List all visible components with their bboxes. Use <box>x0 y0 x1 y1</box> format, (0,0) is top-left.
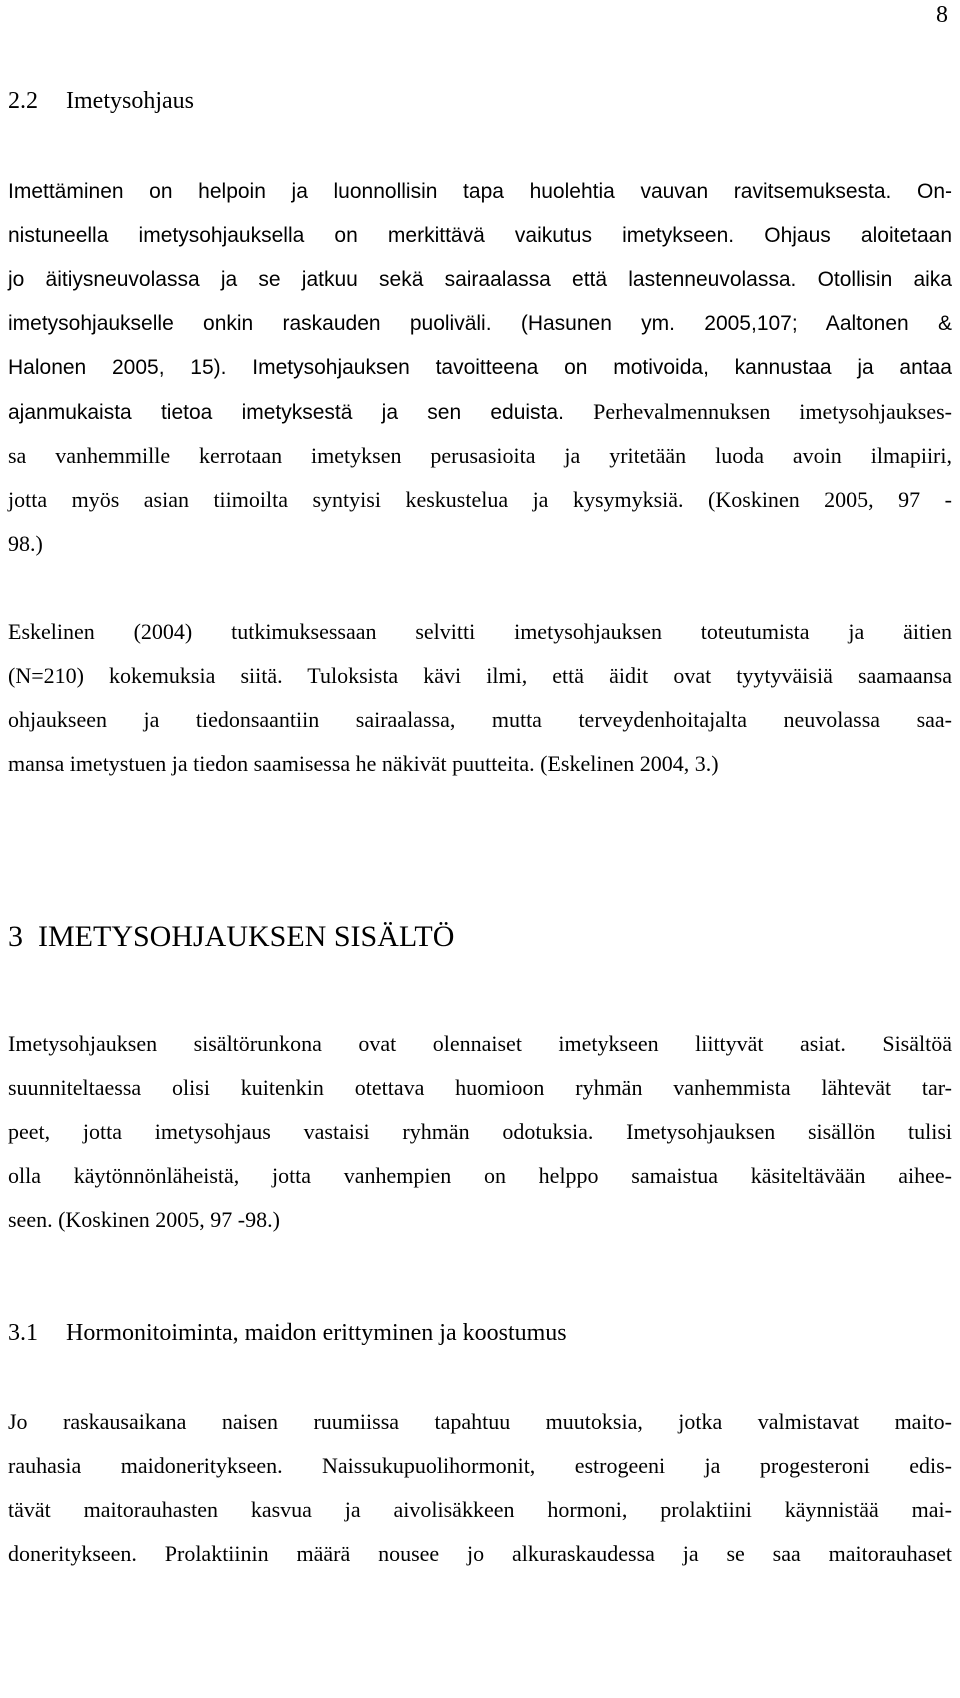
text-line: (N=210) kokemuksia siitä. Tuloksista kävi ilmi, että äidit ovat tyytyväisiä saamaansa <box>8 663 952 688</box>
section-title: Imetysohjaus <box>66 88 194 114</box>
text-line: mansa imetystuen ja tiedon saamisessa he näkivät puutteita. (Eskelinen 2004, 3.) <box>8 751 719 776</box>
text-line: imetysohjaukselle onkin raskauden puoliväli. (Hasunen ym. 2005,107; Aaltonen & <box>8 312 952 335</box>
page-number: 8 <box>936 2 948 28</box>
section-number: 3.1 <box>8 1320 38 1346</box>
section-number: 2.2 <box>8 88 38 114</box>
section-title: Hormonitoiminta, maidon erittyminen ja koostumus <box>66 1320 567 1346</box>
section-3-heading <box>8 920 454 954</box>
text-line: Imettäminen on helpoin ja luonnollisin tapa huolehtia vauvan ravitsemuksesta. On- <box>8 180 952 203</box>
text-segment: Perhevalmennuksen imetysohjaukses- <box>593 399 952 424</box>
text-line: seen. (Koskinen 2005, 97 -98.) <box>8 1207 280 1232</box>
text-line: sa vanhemmille kerrotaan imetyksen perusasioita ja yritetään luoda avoin ilmapiiri, <box>8 443 952 468</box>
text-line: suunniteltaessa olisi kuitenkin otettava huomioon ryhmän vanhemmista lähtevät tar- <box>8 1075 952 1100</box>
text-line: Eskelinen (2004) tutkimuksessaan selvitti imetysohjauksen toteutumista ja äitien <box>8 619 952 644</box>
text-line: nistuneella imetysohjauksella on merkittävä vaikutus imetykseen. Ohjaus aloitetaan <box>8 224 952 247</box>
text-line: tävät maitorauhasten kasvua ja aivolisäkkeen hormoni, prolaktiini käynnistää mai- <box>8 1497 952 1522</box>
text-line: rauhasia maidoneritykseen. Naissukupuolihormonit, estrogeeni ja progesteroni edis- <box>8 1453 952 1478</box>
paragraph-guidance-content <box>8 1022 952 1242</box>
text-line: Jo raskausaikana naisen ruumiissa tapahtuu muutoksia, jotka valmistavat maito- <box>8 1409 952 1434</box>
paragraph-hormone-function <box>8 1400 952 1576</box>
text-line: jo äitiysneuvolassa ja se jatkuu sekä sairaalassa että lastenneuvolassa. Otollisin aika <box>8 268 952 291</box>
text-line: Imetysohjauksen sisältörunkona ovat olennaiset imetykseen liittyvät asiat. Sisältöä <box>8 1031 952 1056</box>
text-segment: ajanmukaista tietoa imetyksestä ja sen eduista. <box>8 401 564 424</box>
text-line: peet, jotta imetysohjaus vastaisi ryhmän odotuksia. Imetysohjauksen sisällön tulisi <box>8 1119 952 1144</box>
text-line: doneritykseen. Prolaktiinin määrä nousee jo alkuraskaudessa ja se saa maitorauhaset <box>8 1541 952 1566</box>
section-title: IMETYSOHJAUKSEN SISÄLTÖ <box>38 920 455 953</box>
text-line: 98.) <box>8 531 43 556</box>
text-line: olla käytönnönläheistä, jotta vanhempien on helppo samaistua käsiteltävään aihee- <box>8 1163 952 1188</box>
text-line: jotta myös asian tiimoilta syntyisi keskustelua ja kysymyksiä. (Koskinen 2005, 97 - <box>8 487 952 512</box>
text-line: ohjaukseen ja tiedonsaantiin sairaalassa, mutta terveydenhoitajalta neuvolassa saa- <box>8 707 952 732</box>
paragraph-breastfeeding-guidance <box>8 170 952 566</box>
text-line: Halonen 2005, 15). Imetysohjauksen tavoitteena on motivoida, kannustaa ja antaa <box>8 356 952 379</box>
paragraph-eskelinen-study <box>8 610 952 786</box>
section-3-1-heading <box>8 1320 567 1347</box>
text-line-mixed <box>8 390 952 434</box>
section-2-2-heading <box>8 88 194 115</box>
section-number: 3 <box>8 920 23 953</box>
